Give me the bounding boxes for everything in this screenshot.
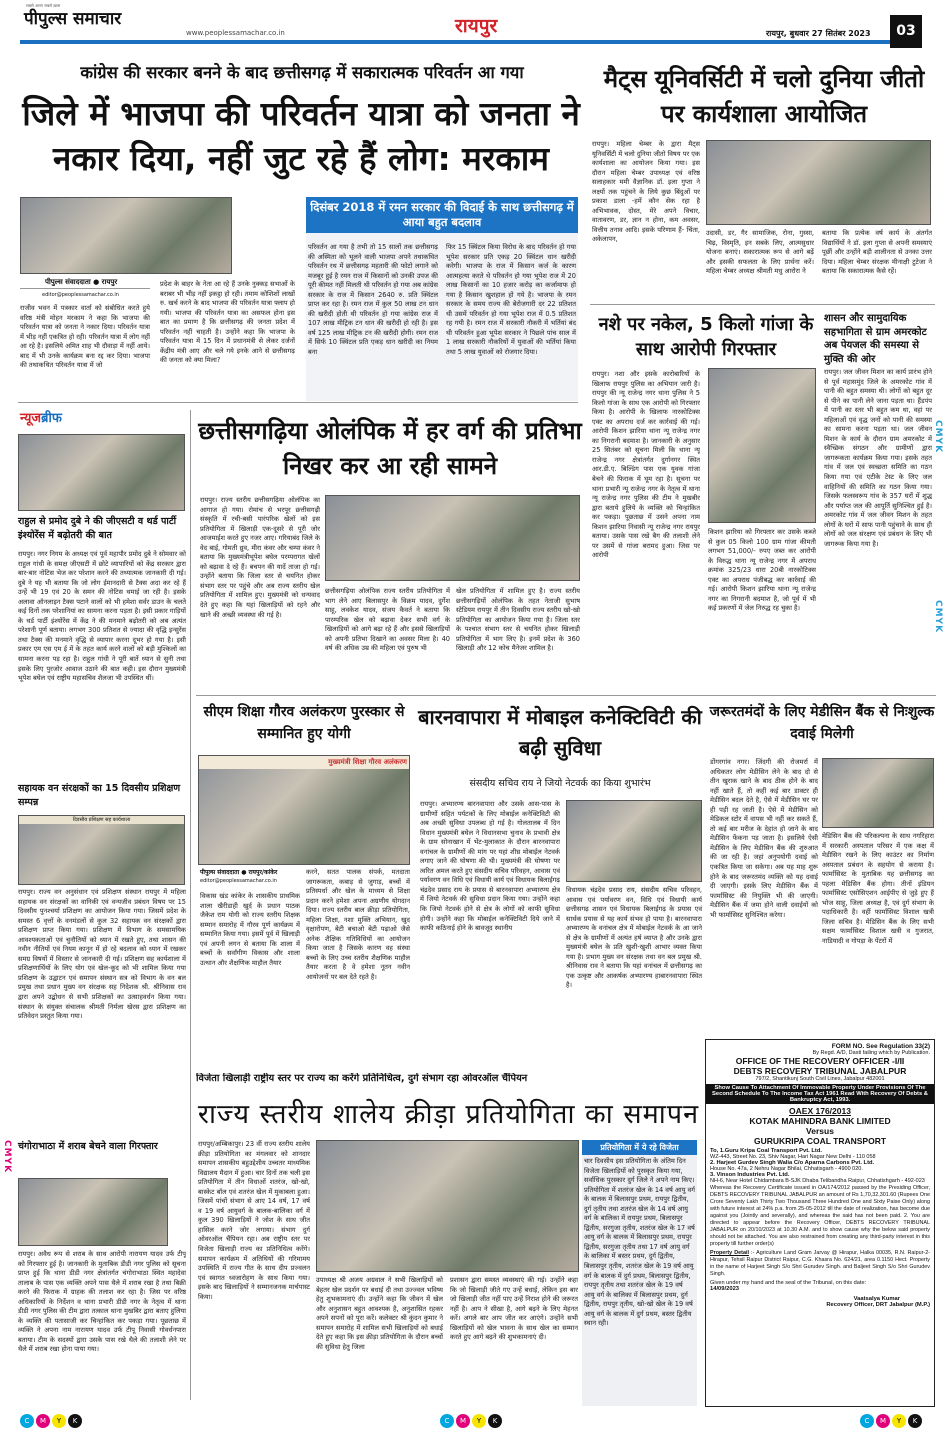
rahul-photo bbox=[18, 434, 185, 511]
cmyk-dot-c: C bbox=[20, 1414, 34, 1428]
sidebox-title: दिसंबर 2018 में रमन सरकार की विदाई के साथ छत्तीसगढ़ में आया बहुत बदलाव bbox=[306, 197, 578, 233]
cm-body-col2: करने, सतत पालक संपर्क, मतदाता जागरूकता, कबाड़ से जुगाड़, बच्चों में प्रतिस्पर्धा और खेल के माध्यम से शिक्षा प्रदान करने हमेशा अपना अग्रणीय योगदान दिया। राज्य स्तरीय बाल क्रीड़ा प्रतियोगिता, महिला शिक्षा, नशा मुक्ति अभियान, खुद वृक्षारोपण, बेटी बचाओ बेटी पढ़ाओ जैसे अनेक शैक्षिक गतिविधियों का आयोजन किया जाता है जिसके कारण वह संस्था बच्चों के लिए उच्च स्तरीय शैक्षणिक माहौल तैयार करता है वे हमेशा नूतन नवीन आयोजनों पर बल देते रहते है। bbox=[306, 868, 410, 982]
sidebox-col1: परिवर्तन आ गया है तभी तो 15 सालों तक छत्तीसगढ़ की अस्मिता को भूलने वाली भाजपा अपने तथाकथित परिवर्तन रथ में छत्तीसगढ़ महतारी की फोटो लगाने को मजबूर हुई है रमन राज में किसानों को उनकी उपज की पूरी कीमत नहीं मिलती थी परिवर्तन हो गया अब कांग्रेस सरकार के राज में किसान 2640 रु. प्रति क्विंटल प्राप्त कर रहा है। रमन राज में कुल 50 लाख टन धान की खरीदी होती थी परिवर्तन हो गया कांग्रेस राज में 107 लाख मीट्रिक टन धान की खरीदी हो रही है। इस वर्ष 125 लाख मीट्रिक टन की खरीदी होगी। रमन राज में सिर्फ 10 क्विंटल प्रति एकड़ धान खरीदी का नियम बना bbox=[308, 243, 438, 357]
mobile-headline: बारनवापारा में मोबाइल कनेक्टिविटी की बढ़ी सुविधा bbox=[418, 705, 702, 760]
cm-award-banner: मुख्यमंत्री शिक्षा गौरव अलंकरण bbox=[199, 756, 409, 769]
lead-body-col1: राजीव भवन में पत्रकार वार्ता को संबोधित करते हुये वरिष्ठ मंत्री मोहन मरकाम ने कहा कि भाजपा की परिवर्तन यात्रा को जनता ने नकार दिया। परिवर्तन यात्रा में भीड़ नहीं एकत्रित हो रही। परिवर्तन यात्रा में लोग नहीं आ रहे है। इसलिये अमित शाह भी दौवाड़ा में नहीं आये। बाद में भी उनके कार्यक्रम बना रद्द कर दिया। भाजपा की तथाकथित परिवर्तन यात्रा में जो bbox=[20, 304, 150, 370]
ganja-body-col2: किशन झारिया को गिरफ्तार कर उसके कब्जे से कुल 05 किलो 100 ग्राम गांजा कीमती लगभग 51,000/- रुपए जब्त कर आरोपी के विरुद्ध थाना न्यू राजेन्द्र नगर में अपराध क्रमांक 325/23 धारा 20बी नारकोटिक्स एक्ट का अपराध पंजीबद्ध कर कार्रवाई की गई। आरोपी किशन झारिया थाना न्यू राजेन्द्र नगर का निगरानी बदमाश है, जो पूर्व में भी कई प्रकरणों में जेल निरुद्ध रह चुका है। bbox=[708, 528, 816, 613]
brief-body-2: रायपुर। राज्य वन अनुसंधान एवं प्रशिक्षण संस्थान रायपुर में महिला सहायक वन संरक्षकों का वानिकी एवं वन्यजीव प्रबंधन विषय पर 15 दिवसीय पुनश्चर्या प्रशिक्षण का आयोजन किया गया। जिसमें प्रदेश के समस्त 6 वृत्तों के वनमंडलों से कुल 32 सहायक वन संरक्षकों द्वारा प्रशिक्षण प्राप्त किया गया। प्रशिक्षण में विभाग के समसामयिक आवश्यकताओं एवं चुनौतियों को ध्यान में रखते हुए, तथा शासन की नवीन नीतियों एवं नियम कानून में हो रहे बदलाव को ध्यान में रखकर समग्र विषयों में विस्तार से जानकारी दी गई। प्रशिक्षण सह कार्यशाला में प्रशिक्षणार्थियों के लिए योग एवं खेल-कूद को भी शामिल किया गया प्रशिक्षण के उद्घाटन एवं समापन संस्थान सत्र को विभाग के वन बल प्रमुख तथा प्रधान मुख्य वन संरक्षक सह निदेशक श्री. श्रीनिवास राव द्वारा अपने उद्बोधन से सभी प्रशिक्षकों का उत्साहवर्धन किया गया। संस्थान के संयुक्त संचालक श्रीमती निर्मला खेरस द्वारा प्रशिक्षण का प्रतिवेदन प्रस्तुत किया गया। bbox=[18, 888, 186, 1021]
vertical-divider bbox=[190, 410, 191, 1400]
brief-headline-2: सहायक वन संरक्षकों का 15 दिवसीय प्रशिक्षण सम्पन्न bbox=[18, 783, 181, 809]
notice-to-1: To, 1.Guru Kripa Coal Transport Pvt. Ltd. bbox=[710, 1148, 822, 1154]
edition-city: रायपुर bbox=[455, 15, 498, 37]
cmyk-strip-right bbox=[860, 1414, 922, 1428]
medicine-body-col1: डोंगरगांव नगर। जिंदगी की रोजमर्रा में अधिकतर लोग मेडीसिन लेने के बाद दो से तीन खुराक खाने के बाद ठीक होने के बाद नहीं खाते हैं, तो कहीं कई बार डाक्टर ही मेडीसिन बदल देते है, ऐसे में मेडीसिन घर पर ही पड़ी रह जाती है। ऐसे में मेडीसिन को मेडिकल स्टोर में वापस भी नहीं कर सकते हैं, तो कई बार मरीज के देहांत हो जाने के बाद मेडीसिन फेंकना पड़ जाता है। इसलिये ऐसी मेडीसिन के लिए मेडीसिन बैंक की शुरुआत की जा रही है। जहां अनुपयोगी दवाई को एकत्रित किया जा सकेगा। अब यह माह शुरू होने के बाद जरूरतमंद व्यक्ति को यह दवाई दी जाएगी। इसके लिए मेडीसिन बैंक में फार्मासिस्ट की नियुक्ति भी की जाएगी। मेडीसिन बैंक में जमा होने वाली दवाईयों को भी फार्मासिस्ट सुनिश्चित करेगा। bbox=[710, 758, 818, 919]
water-body: रायपुर। जल जीवन मिशन का कार्य प्रारंभ होने से पूर्व महासमुंद जिले के अमरकोट गांव में पानी की बहुत समस्या थी। लोगों को बहुत दूर से पीने का पानी लेने जाना पड़ता था। हैंडपंप में पानी का स्तर भी बहुत कम था, वहां पर महिलाओं एवं वृद्ध जनों को पानी की समस्या का सामना करना पड़ता था। जल जीवन मिशन के कार्य के दौरान ग्राम अमरकोट में स्वैच्छिक संगठन और ग्रामीणों द्वारा जागरूकता कार्यक्रम किया गया। इसके तहत गांव में जल एवं स्वच्छता समिति का गठन किया गया एवं एटीके टेस्ट के लिए जल वाहिनियों की समिति का गठन किया गया। जिसके फलस्वरूप गांव के 357 घरों में शुद्ध और पर्याप्त जल की आपूर्ति सुनिश्चित हुई है। अमरकोट गांव में जल जीवन मिशन के तहत लोगों के घरों में साफ पानी पहुंचाने के साथ ही लोगों को जल संरक्षण एवं प्रबंधन के लिए भी जागरूक किया गया है। bbox=[824, 368, 932, 548]
olympic-team-photo bbox=[325, 495, 580, 581]
cm-award-headline: सीएम शिक्षा गौरव अलंकरण पुरस्कार से सम्मानित हुए योगी bbox=[203, 704, 405, 742]
olympic-headline: छत्तीसगढ़िया ओलंपिक में हर वर्ग की प्रतिभा निखर कर आ रही सामने bbox=[198, 417, 582, 480]
notice-property-text: :- Agriculture Land Gram Jarvay @ Hirapur, Halka 00035, R.N. Raipur-2- Hirapur, Tehsil Raipur District Raipur, C.G. Khasra No. 624/21, area 0.1150 Hect. Property in the name of Harjeet Singh S/o Shri Gurudev Singh. and Baljeet Singh S/o Shri Gurudev Singh. bbox=[710, 1250, 930, 1278]
cm-byline: पीपुल्स संवाददाता ● रायपुर/कांकेर bbox=[200, 869, 278, 876]
mats-headline: मैट्स यूनिवर्सिटी में चलो दुनिया जीतो पर कार्यशाला आयोजित bbox=[603, 65, 925, 128]
news-brief-label-a: न्यूज bbox=[20, 411, 42, 426]
notice-signer-title: Recovery Officer, DRT Jabalpur (M.P.) bbox=[826, 1302, 930, 1309]
notice-versus: Versus bbox=[806, 1126, 834, 1136]
mats-body-col1: रायपुर। महिला चेम्बर के द्वारा मैट्स यूनिवर्सिटी में चलो दुनिया जीतो विषय पर एक कार्यशाला का आयोजन किया गया। इस दौरान महिला चेम्बर उपाध्यक्ष एवं वरिष्ठ सलाहकार ममी वैज्ञानिक डॉ. इला गुप्ता ने लक्ष्यों तक पहुंचने के लिये कुछ बिंदुओं पर प्रकाश डाला -हमें कौन सेक रहा है अभिभावक, दोस्त, मेरे अपने विचार, वातावरण, डर, ज्ञान न होना, कम अवसर, वित्तीय तनाव आदि। इसके परिणाम हैं- चिंता, अकेलापन, bbox=[592, 140, 700, 244]
masthead bbox=[0, 0, 945, 46]
press-conference-photo bbox=[20, 197, 232, 274]
cmyk-footer bbox=[0, 1414, 945, 1432]
notice-addr-3: NH-6, Near Hotel Chidambara B-SJK Dhaba Telibandha Raipur, Chhatishgarh - 492-023 bbox=[710, 1178, 925, 1184]
ganja-body-col1: रायपुर। नशा और इसके कारोबारियों के खिलाफ रायपुर पुलिस का अभियान जारी है। रायपुर की न्यू राजेन्द्र नगर थाना पुलिस ने 5 किलो गांजा के साथ एक आरोपी को गिरफ्तार किया है। आरोपी के खिलाफ नारकोटिक्स एक्ट का अपराध दर्ज कर कार्रवाई की गई। आरोपी किशन झारिया थाना न्यू राजेन्द्र नगर का निगरानी बदमाश है। जानकारी के अनुसार 25 सितंबर को सूचना मिली कि थाना न्यू राजेन्द्र नगर क्षेत्रांतर्गत दुर्गानगर स्थित आर.डी.ए. बिल्डिंग पास एक युवक गांजा बेचने की फिराक में घूम रहा है। सूचना पर थाना प्रभारी न्यू राजेन्द्र नगर के नेतृत्व में थाना न्यू राजेन्द्र नगर पुलिस की टीम ने मुखबीर द्वारा बताये हुलिये के व्यक्ति को चिन्हांकित कर पकड़ा। पूछताछ में उसने अपना नाम किशन झारिया निवासी न्यू राजेन्द्र नगर रायपुर बताया। उसके पास रखे बैग की तलाशी लेने पर उसमें से गांजा बरामद हुआ। जिस पर आरोपी bbox=[592, 370, 700, 560]
training-photo bbox=[18, 815, 185, 885]
horizontal-divider bbox=[18, 402, 578, 403]
training-banner-text: दिवसीय प्रशिक्षण सह कार्यशाला bbox=[19, 816, 184, 824]
water-headline: शासन और सामुदायिक सहभागिता से ग्राम अमरकोट अब पेयजल की समस्या से मुक्ति की ओर bbox=[824, 313, 927, 365]
cmyk-vertical-mark-right-1: CMYK bbox=[933, 420, 943, 454]
liquor-arrest-photo bbox=[18, 1178, 168, 1246]
mats-body-col3: बताया कि प्रत्येक वर्ष कार्य के अंतर्गत विद्यार्थियों ने डॉ. इला गुप्ता से अपनी समस्याएं पूछीं और उन्होंने बड़ी शालीनता से उनका उत्तर दिया। महिला चेम्बर संरक्षक मीनाक्षी टुटेजा ने बताया कि सकारात्मक कैसे रहें। bbox=[822, 229, 932, 276]
cmyk-strip-left bbox=[20, 1414, 82, 1428]
cmyk-dot-m: M bbox=[36, 1414, 50, 1428]
brief-body-3: रायपुर। अवैध रूप से शराब के साथ आरोपी नारायण यादव उर्फ टीपू को गिरफ्तार हुई है। जानकारी के मुताबिक डीडी नगर पुलिस को सूचना प्राप्त हुई कि थाना डीडी नगर क्षेत्रांतर्गत चंगोराभाठा स्थित महादेवा तालाब के पास एक व्यक्ति अपने पास थैले में शराब रखा है तथा बिक्री करने की फिराक में ग्राहक की तलाश कर रहा है। जिस पर वरिष्ठ अधिकारियों के निर्देशन व थाना प्रभारी डीडी नगर के नेतृत्व में थाना डीडी नगर पुलिस की टीम द्वारा तत्काल थाना मुखबिर द्वारा बताए हुलिया के व्यक्ति की पतासाजी कर चिन्हांकित कर पकड़ा गया। पूछताछ में व्यक्ति ने अपना नाम नारायण यादव उर्फ टीपू निवासी गोवर्धनपारा बताया। टीम के सदस्यों द्वारा उसके पास रखे थैले की तलाशी लेने पर थैले में शराब रखा होना पाया गया। bbox=[18, 1250, 186, 1354]
section-divider bbox=[590, 304, 935, 305]
legal-notice bbox=[705, 1039, 935, 1407]
cmyk-dot-y: Y bbox=[892, 1414, 906, 1428]
lead-email: editor@peoplessamachar.co.in bbox=[42, 292, 119, 298]
cm-body-col1: विकास खंड कांकेर के शासकीय प्राथमिक शाला खैरीडाही खुर्द के प्रधान पाठक जैकेश राम योगी को राज्य स्तरीय शिक्षक सम्मान समारोह में गौरव पूर्ण कार्यक्रम में सम्मानित किया गया। इसमें पूर्व में खिलाड़ी एवं अपनी लगन से बताया कि शाला में बच्चों के सर्वांगीण विकास और शाला उत्थान और शैक्षणिक माहौल तैयार bbox=[200, 892, 300, 967]
logo-tagline: सबसे अलग सबसे ख़ास bbox=[26, 3, 61, 8]
notice-to-2: 2. Harjeet Gurdev Singh Walia C/o Aparna Carbons Pvt. Ltd. bbox=[710, 1160, 875, 1166]
notice-addr-1: WZ-443, Street No. 23, Shiv Nagar, Hari Nagar New Delhi - 110 058 bbox=[710, 1154, 876, 1160]
masthead-rule bbox=[20, 40, 890, 44]
cmyk-dot-m: M bbox=[876, 1414, 890, 1428]
lead-sidebox bbox=[306, 197, 578, 401]
lead-headline: जिले में भाजपा की परिवर्तन यात्रा को जनता ने नकार दिया, नहीं जुट रहे हैं लोग: मरकाम bbox=[22, 94, 580, 178]
brief-headline-1: राहुल से प्रमोद दुबे ने की जीएसटी व थर्ड पार्टी इंश्योरेंस में बढ़ोतरी की बात bbox=[18, 516, 177, 542]
notice-date: 14/09/2023 bbox=[710, 1286, 740, 1293]
olympic-body: रायपुर। राज्य स्तरीय छत्तीसगढ़िया ओलंपिक का आगाज हो गया। रोमांच से भरपूर छत्तीसगढ़ी संस्कृति में रची-बसी पारंपरिक खेलों को इस प्रतियोगिता में खिलाड़ी एक-दूसरे से पूरी जोर आजमाईश करते हुए नजर आए। गरियाबंद जिले के वेद बाई, गोमती ध्रुव, मीरा कंवर और चम्पा कंवर ने बताया कि मुख्यमंत्रीभूपेश बघेल परम्परागत खेलों को बढ़ावा दे रहे हैं। बचपन की यादें ताजा हो गई। उन्होंने बताया कि जिला स्तर से चयनित होकर संभाग स्तर पर पहुंचे और अब राज्य स्तरीय खेल प्रतियोगिता में शामिल हुए। मुख्यमंत्री को धन्यवाद देते हुए कहा कि यहां खिलाड़ियों को रहने और खाने की अच्छी व्यवस्था की गई है। bbox=[200, 496, 320, 619]
cmyk-dot-c: C bbox=[440, 1414, 454, 1428]
cmyk-vertical-mark-right-2: CMYK bbox=[933, 600, 943, 634]
brief-body-1: रायपुर। नगर निगम के अध्यक्ष एवं पूर्व महापौर प्रमोद दुबे ने सोमवार को राहुल गांधी के समक्ष जीएसटी में छोटे व्यापारियों को केंद्र सरकार द्वारा बार-बार नोटिस भेज कर परेशान करने की तथ्यात्मक जानकारी दी गई। दुबे ने यह भी बताया कि जो लोग ईमानदारी से टैक्स अदा कर रहे हैं उन्हें भी 19 एवं 20 के समन की नोटिस थमाई जा रही है। इसके अलावा ऑनलाइन टैक्स पटाने वालों को भी हमेशा सर्वर डाउन के चलते कई दिनों तक परेशानियां का सामना करना पड़ता है। इसी प्रकार गाड़ियों के थर्ड पार्टी इंश्योरेंस में केंद्र ने की मनमाने बढ़ोतरी को अब अत्यंत परेशानी पूर्ण बताया। लगभग 300 प्रतिशत से ज्यादा की वृद्धि इन्सुरेंस तथा टैक्स की मनमाने वृद्धि से व्यापार करना दूभर हो गया है। इसी प्रकार एम एस एम ई में के तहत कार्य करने वालों को बड़ी मुश्किलों का सामना करना पड़ रहा है। राहुल गांधी ने पूरी बातें ध्यान से सुनी तथा इसके लिए पुरजोर आवाज उठाने की बात कही। इस दौरान मुख्यमंत्री भूपेश बघेल एवं राष्ट्रीय महासचिव शैलजा भी उपस्थित थीं। bbox=[18, 550, 186, 683]
cm-email: editor@peoplessamachar.co.in bbox=[200, 878, 277, 884]
notice-property-label: Property Detail bbox=[710, 1250, 749, 1257]
notice-office-2: DEBTS RECOVERY TRIBUNAL JABALPUR bbox=[733, 1066, 907, 1076]
olympic-body-col3: खेल प्रतियोगिता में शामिल हुए है। राज्य स्तरीय छत्तीसगढ़ियों ओलंपिक के तहत नेताजी सुभाष स्टेडियम रायपुर में तीन दिवसीय राज्य स्तरीय खो-खो प्रतियोगिता का आयोजन किया गया है। जिला स्तर के पश्चात संभाग स्तर से चयनित होकर खिलाड़ी प्रतियोगिता में भाग लिए है। इनमें प्रदेश के 360 खिलाड़ी और 12 कोच मैनेजर शामिल है। bbox=[456, 587, 580, 653]
winners-box bbox=[582, 1140, 697, 1406]
notice-bank: KOTAK MAHINDRA BANK LIMITED bbox=[749, 1116, 891, 1126]
horizontal-divider-2 bbox=[196, 695, 936, 696]
cm-award-photo bbox=[198, 755, 410, 865]
olympic-body-col2: छत्तीसगढ़िया ओलंपिक राज्य स्तरीय प्रतियोगिता में भाग लेने आए बिलासपुर के विक्रम यादव, दुर्गेश साहू, लवकेश यादव, संजय कैवर्त ने बताया कि पारम्परिक खेल को बढ़ावा देकर सभी वर्ग के खिलाड़ियों को आगे बढ़ा रहे हैं और इससे खिलाड़ियों को अपनी प्रतिभा दिखाने का अवसर मिला है। 40 वर्ष की अधिक उम्र की महिला एवं पुरुष भी bbox=[325, 587, 450, 653]
lead-byline: पीपुल्स संवाददाता ● रायपुर bbox=[45, 278, 118, 286]
notice-black-box: Show Cause To Attachment Of Immovable Property Under Provisions Of The Second Schedule To The Income Tax Act 1961 Read With Recovery Of Debts & Bankruptcy Act, 1993. bbox=[706, 1084, 934, 1104]
news-brief-label bbox=[20, 412, 62, 427]
notice-given: Given under my hand and the seal of the Tribunal, on this date: bbox=[710, 1280, 867, 1287]
cmyk-dot-k: K bbox=[68, 1414, 82, 1428]
cmyk-strip-center bbox=[440, 1414, 502, 1428]
cmyk-dot-y: Y bbox=[52, 1414, 66, 1428]
notice-property bbox=[710, 1250, 930, 1278]
mats-group-photo bbox=[706, 140, 931, 225]
sports-photo bbox=[316, 1140, 579, 1272]
winners-title: प्रतियोगिता में ये रहे विजेता bbox=[582, 1140, 697, 1155]
newspaper-logo: पीपुल्स समाचार bbox=[24, 9, 122, 29]
cmyk-dot-y: Y bbox=[472, 1414, 486, 1428]
sports-body-col1: रायपुर/अम्बिकापुर। 23 वीं राज्य स्तरीय शालेय क्रीड़ा प्रतियोगिता का मंगलवार को शानदार समापन शासकीय बहुउद्देशीय उच्चतर माध्यमिक विद्यालय मैदान में हुआ। चार दिनों तक चली इस प्रतियोगिता में तीन विधाओं शतरंज, खो-खो, बास्केट बॉल एवं शतरंज खेल में मुकाबला हुआ। जिसमें पांचों संभाग से आए 14 वर्ष, 17 वर्ष व 19 वर्ष आयुवर्ग के बालक-बालिका वर्ग में कुल 390 खिलाड़ियों ने जोश के साथ जीत हासिल करने जोर लगाया। संभाग दुर्ग ओवरऑल चैंपियन रहा। अब राष्ट्रीय स्तर पर विजेता खिलाड़ी राज्य का प्रतिनिधित्व करेंगे। समापन कार्यक्रम में अतिथियों की गरिमामय उपस्थिति में राज्य गीत के साथ दीप प्रज्वलन एवं स्वागत ध्वजारोहण के साथ किया गया। इसके बाद खिलाड़ियों ने सम्मानजनक मार्चपास्ट किया। bbox=[198, 1140, 310, 1301]
sports-body-col3: प्रशासन द्वारा समस्त व्यवस्थाएं की गई। उन्होंने कहा कि जो खिलाड़ी जीते गए उन्हें बधाई, लेकिन इस बार जो खिलाड़ी जीत नहीं पाए उन्हें निराश होने की जरूरत नहीं है। आप ने सीखा है, आगे बढ़ने के लिए मेहनत करें। अगले बार आप जीत कर आएंगे। उन्होंने सभी खिलाड़ियों को खेल भावना के साथ खेल का सम्मान करते हुए आगे बढ़ने की शुभकामनाएं दी। bbox=[450, 1276, 578, 1342]
cmyk-dot-k: K bbox=[908, 1414, 922, 1428]
lead-body-col2: प्रदेश के बाहर के नेता आ रहे हैं उनके नुक्कड़ सभाओं के बराबर भी भीड़ नहीं इकट्ठा हो रही। तमाम कोशिशों लाखों रु. खर्च करने के बाद भाजपा की परिवर्तन यात्रा फ्लाप हो गयी। भाजपा की परिवर्तन यात्रा का असफल होना इस बात का प्रमाण है कि छत्तीसगढ़ की जनता प्रदेश में परिवर्तन नहीं चाहती है। उन्होंने कहा कि भाजपा के परिवर्तन यात्रा में 15 दिन में प्रधानमंत्री से लेकर दर्जनों केंद्रीय मंत्री आए और चले गये इनके आने से छत्तीसगढ़ की जनता को क्या मिला? bbox=[160, 280, 295, 365]
notice-case-no: OAEX 176/2013 bbox=[789, 1106, 851, 1116]
sports-banner: विजेता खिलाड़ी राष्ट्रीय स्तर पर राज्य का करेंगे प्रतिनिधित्व, दुर्ग संभाग रहा ओवरऑल चैंपियन bbox=[196, 1073, 528, 1084]
notice-address: 797/2, Shantikunj South Civil Lines, Jabalpur 482001 bbox=[755, 1076, 885, 1082]
sports-headline: राज्य स्तरीय शालेय क्रीड़ा प्रतियोगिता का समापन bbox=[197, 1099, 700, 1130]
notice-to-3: 3. Vinson Industries Pvt. Ltd. bbox=[710, 1172, 790, 1178]
medicine-body-col2: मेडिसिन बैंक की परिकल्पना के साथ नगरिहारा में सरकारी अस्पताल परिसर में एक कक्ष में मेडीसिन रखने के लिए काउंटर का निर्माण अस्पताल प्रबंधन के सहयोग से कराया है। फार्मासिस्ट के मुताबिक यह छत्तीसगढ़ का पहला मेडिसिन बैंक होगा। तीनों इंडियन फार्मासिस्ट एसोसिएशन आईपीए से जुड़े हुए हैं भोज साहू, जिला अध्यक्ष है, एवं दुर्ग संभाग के पदाधिकारी है। वहीं फार्मासिस्ट विशाल खत्री जिला सचिव है। मेडिसिन बैंक के लिए सभी सक्षम फार्मासिस्ट विशाल खत्री व गुजरात, नाडियादी व गोपड़ा के पेंटरों में bbox=[822, 832, 934, 946]
medicine-headline: जरूरतमंदों के लिए मेडीसिन बैंक से निःशुल्क दवाई मिलेगी bbox=[709, 704, 935, 742]
cmyk-dot-m: M bbox=[456, 1414, 470, 1428]
winners-body: चार दिवसीय इस प्रतियोगिता के अंतिम दिन विजेता खिलाड़ियों को पुरस्कृत किया गया, सर्वाधिक पुरस्कार दुर्ग जिले ने अपने नाम किए। प्रतियोगिता में शतरंज खेल के 14 वर्ष आयु वर्ग के बालक में बिलासपुर प्रथम, रायपुर द्वितीय, दुर्ग तृतीय तथा शतरंज खेल के 14 वर्ष आयु वर्ग के बालिका में रायपुर प्रथम, बिलासपुर द्वितीय, सरगुजा तृतीय, शतरंज खेल के 17 वर्ष आयु वर्ग के बालक में बिलासपुर प्रथम, रायपुर द्वितीय, सरगुजा तृतीय तथा 17 वर्ष आयु वर्ग के बालिका में बस्तर प्रथम, दुर्ग द्वितीय, बिलासपुर तृतीय, शतरंज खेल के 19 वर्ष आयु वर्ग के बालक में दुर्ग प्रथम, बिलासपुर द्वितीय, रायपुर तृतीय तथा शतरंज खेल के 19 वर्ष आयु वर्ग के बालिका में बिलासपुर प्रथम, दुर्ग द्वितीय, रायपुर तृतीय, खो-खो खेल के 19 वर्ष आयु वर्ग के बालक में दुर्ग प्रथम, बस्तर द्वितीय स्थान रही। bbox=[584, 1157, 695, 1328]
mobile-body-col1: रायपुर। अभ्यारण्य बारनवापारा और उसके आस-पास के ग्रामीणों सहित पर्यटकों के लिए मोबाईल कनेक्टिविटी की अब अच्छी सुविधा उपलब्ध हो गई है। गोलतालब में दिन विधान मुख्यमंत्री बघेल ने विधानसभा चुनाव के प्रभावी क्षेत्र के ग्राम सोनाखान में भेंट-मुलाकात के दौरान बारनवापारा वनांचल के ग्रामीणों की मांग पर यहां शीघ्र मोबाईल नेटवर्क लगाए जाने की घोषणा की थी। मुख्यमंत्री की घोषणा पर त्वरित अमल करते हुए संसदीय सचिव परिवहन, आवास एवं पर्यावरण वन विधि एवं विधायी कार्य एवं विधायक बिलाईगढ़ चंद्रदेव प्रसाद राय के प्रयास से बारनवापारा अभ्यारण्य क्षेत्र में जियो नेटवर्क की सुविधा प्रदान किया गया। उन्होंने कहा कि जियो नेटवर्क होने से क्षेत्र के लोगों को काफी सुविधा होगी। उन्होंने कहा कि मोबाईल कनेक्टिविटी दिये जाने में काफी कठिनाई होने के बावजूद स्थानीय bbox=[420, 800, 560, 933]
notice-addr-2: House No. 47a, 2 Nehru Nagar Bhilai, Chhatisgarh - 4900 020. bbox=[710, 1166, 863, 1172]
website: www.peoplessamachar.co.in bbox=[186, 29, 285, 37]
mobile-launch-photo bbox=[566, 800, 702, 882]
page-number: 03 bbox=[890, 15, 922, 48]
ganja-headline: नशे पर नकेल, 5 किलो गांजा के साथ आरोपी गिरफ्तार bbox=[598, 314, 814, 361]
notice-signer: Vaatsalya Kumar bbox=[853, 1296, 900, 1303]
news-brief-label-b: ब्रीफ bbox=[41, 411, 62, 426]
mobile-subhead: संसदीय सचिव राय ने जियो नेटवर्क का किया शुभारंभ bbox=[469, 778, 651, 789]
brief-headline-3: चंगोराभाठा में शराब बेचने वाला गिरफ्तार bbox=[18, 1141, 158, 1152]
medicine-bank-photo bbox=[822, 758, 934, 828]
cmyk-vertical-mark-left: CMYK bbox=[2, 1140, 12, 1174]
police-arrest-photo bbox=[708, 368, 816, 523]
sports-body-col2: उपाध्यक्ष श्री अजय अग्रवाल ने सभी खिलाड़ियों को बेहतर खेल प्रदर्शन पर बधाई दी तथा उज्ज्वल भविष्य हेतु शुभकामनाएं दी। उन्होंने कहा कि जीवन में खेल और अनुशासन बहुत आवश्यक है, अनुशासित रहकर अपने सपनों को पूरा करें। कलेक्टर श्री कुंदन कुमार ने समापन समारोह में शामिल सभी खिलाड़ियों को बधाई देते हुए कहा कि इस क्रीड़ा प्रतियोगिता के दौरान बच्चों की सुविधा हेतु जिला bbox=[316, 1276, 443, 1351]
sidebox-col2: फिर 15 क्विंटल किया विरोध के बाद परिवर्तन हो गया भूपेश सरकार प्रति एकड़ 20 क्विंटल धान खरीदी करेगी। भाजपा के राज में किसान कर्ज के कारण आत्महत्या करते थे परिवर्तन हो गया भूपेश राज में 20 लाख किसानों का 10 हजार करोड़ का कर्जामाफ हो गया है किसान खुशहाल हो गये है। भाजपा के रमन सरकार के समय राज्य की बेरोजगारी दर 22 प्रतिशत थी उसमें परिवर्तन हो गया भूपेश राज में 0.5 प्रतिशत रह गयी है। रमन राज में सरकारी नौकरी में भर्तियां बंद थी परिवर्तन हुआ भूपेश सरकार ने पिछले पांच साल में 1 लाख सरकारी नौकरियों में युवाओं की भर्तियां किया तथा 5 लाख युवाओं को रोजगार दिया। bbox=[446, 243, 576, 357]
byline-rule bbox=[20, 288, 150, 289]
cmyk-dot-k: K bbox=[488, 1414, 502, 1428]
dateline: रायपुर, बुधवार 27 सितंबर 2023 bbox=[766, 29, 871, 38]
notice-regd: By Regd. A/D, Dasti failing which by Publication. bbox=[812, 1050, 930, 1056]
mats-body-col2: उदासी, डर, गैर सामाजिक, रोना, गुस्सा, चिढ़, विस्मृति, इन सबके लिए, आत्मसुधार योजना बनाएं। सकारात्मक रूप से आगे बढ़ें और इसकी सफलता के लिए प्रार्थना करें। महिला चेम्बर अध्यक्ष श्रीमती मधु आरोरा ने bbox=[706, 229, 814, 276]
lead-kicker: कांग्रेस की सरकार बनने के बाद छत्तीसगढ़ में सकारात्मक परिवर्तन आ गया bbox=[80, 63, 524, 82]
notice-body: Whereas the Recovery Certificate issued in OA/174/2012 passed by the Presiding Officer, DEBTS RECOVERY TRIBUNAL JABALPUR an amount of Rs 1,70,32,301.60 (Rupees One Crore Seventy Lakh Thirty Two Thousand Three Hundred One and Sixty Paise Only) along with future interest at 24% p.a. from 25-05-2012 till the date of realization, has become due against you (Jointly and severally), and whereas the said has not been paid. 2. You are directed to appear before the Recovery Officer, DEBTS RECOVERY TRIBUNAL JABALPUR on 20/10/2023 at 10.30 A.M. and to show cause why the below said property should not be attached. You are also restrained from creating any third-party interest in this property till further order(s) bbox=[710, 1185, 930, 1248]
cmyk-dot-c: C bbox=[860, 1414, 874, 1428]
mobile-body-col2: विधायक चंद्रदेव प्रसाद राय, संसदीय सचिव परिवहन, आवास एवं पर्यावरण वन, विधि एवं विधायी कार्य छत्तीसगढ़ शासन एवं विधायक बिलाईगढ़ के प्रयास एवं सार्थक प्रयास से यह कार्य संभव हो पाया है। बारनवापारा अभ्यारण्य के वनांचल क्षेत्र में मोबाईल नेटवर्क के आ जाने से क्षेत्र के ग्रामीणों में अत्यंत हर्ष व्याप्त है और उनके द्वारा मुख्यमंत्री बघेल के प्रति खुशी-खुशी आभार व्यक्त किया गया है। प्रभाग मुख्य वन संरक्षक तथा वन बल प्रमुख श्री. श्रीनिवास राव ने बताया कि यहां वनांचल में छत्तीसगढ़ का एक उत्कृष्ट और आकर्षक अभ्यारण्य हाबारनवापारा स्थित है। bbox=[566, 886, 702, 990]
notice-office-1: OFFICE OF THE RECOVERY OFFICER -I/II bbox=[735, 1056, 905, 1066]
notice-party: GURUKRIPA COAL TRANSPORT bbox=[753, 1136, 887, 1146]
notice-form: FORM NO. See Regulation 33(2) bbox=[831, 1043, 930, 1050]
